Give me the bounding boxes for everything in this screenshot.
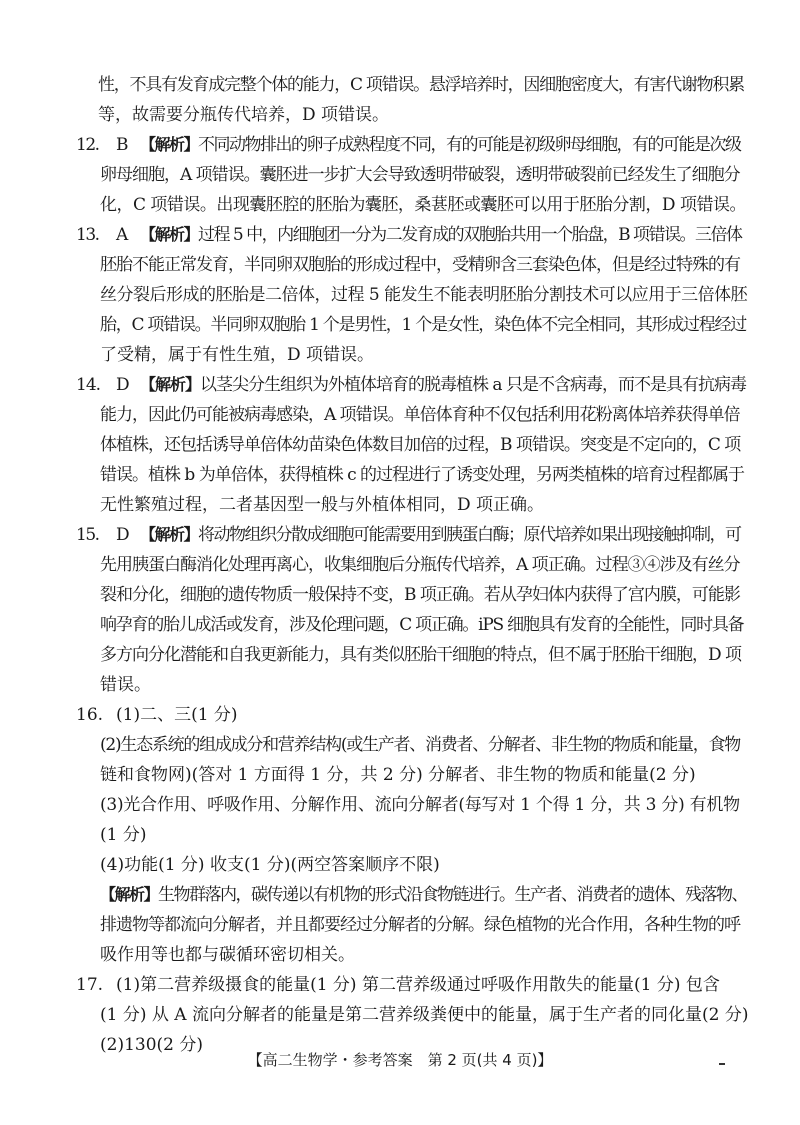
question-14-heading <box>76 370 748 400</box>
analysis-tag: 【解析】 <box>140 525 199 544</box>
text-line: (1)二、三(1 分) <box>116 705 238 725</box>
answer-letter: A <box>116 225 127 245</box>
text-line: 能力，因此仍可能被病毒感染，A 项错误。单倍体育种不仅包括利用花粉离体培养获得单倍 <box>100 405 740 425</box>
question-number: 15. <box>76 525 99 545</box>
question-number: 17. <box>76 975 104 995</box>
question-15-heading <box>76 520 748 550</box>
analysis-tag: 【解析】 <box>140 225 199 244</box>
question-16-heading <box>76 700 748 730</box>
text-line: 化，C 项错误。出现囊胚腔的胚胎为囊胚，桑葚胚或囊胚可以用于胚胎分割，D 项错误。 <box>100 195 746 215</box>
text-line: 胎，C 项错误。半同卵双胞胎 1 个是男性，1 个是女性，染色体不完全相同，其形成过程经过 <box>100 315 747 335</box>
corner-mark <box>719 1063 725 1065</box>
text-line: 将动物组织分散成细胞可能需要用到胰蛋白酶；原代培养如果出现接触抑制，可 <box>198 525 741 545</box>
text-line: 性，不具有发育成完整个体的能力，C 项错误。悬浮培养时，因细胞密度大，有害代谢物积累 <box>98 75 744 95</box>
question-number: 16. <box>76 705 104 725</box>
text-line: 不同动物排出的卵子成熟程度不同，有的可能是初级卵母细胞，有的可能是次级 <box>198 135 741 155</box>
text-line: (1 分) 从 A 流向分解者的能量是第二营养级粪便中的能量，属于生产者的同化量(2 分) <box>100 1005 748 1025</box>
analysis-tag: 【解析】 <box>140 375 201 394</box>
text-line: 响孕育的胎儿成活或发育，涉及伦理问题，C 项正确。iPS 细胞具有发育的全能性，同时具备 <box>100 615 744 635</box>
question-12-heading <box>76 130 748 160</box>
text-line: 无性繁殖过程，二者基因型一般与外植体相同，D 项正确。 <box>100 495 545 515</box>
text-line: 生物群落内，碳传递以有机物的形式沿食物链进行。生产者、消费者的遗体、残落物、 <box>158 885 748 905</box>
text-line: 丝分裂后形成的胚胎是二倍体，过程 5 能发生不能表明胚胎分割技术可以应用于三倍体胚 <box>100 285 748 305</box>
text-line: (1)第二营养级摄食的能量(1 分) 第二营养级通过呼吸作用散失的能量(1 分) 包含 <box>116 975 720 995</box>
text-line: (4)功能(1 分) 收支(1 分)(两空答案顺序不限) <box>100 855 440 875</box>
text-line: 多方向分化潜能和自我更新能力，具有类似胚胎干细胞的特点，但不属于胚胎干细胞，D 项 <box>100 645 742 665</box>
text-line: 胚胎不能正常发育，半同卵双胞胎的形成过程中，受精卵含三套染色体，但是经过特殊的有 <box>100 255 740 275</box>
text-line: 先用胰蛋白酶消化处理再离心，收集细胞后分瓶传代培养，A 项正确。过程③④涉及有丝分 <box>100 555 740 575</box>
text-line: 吸作用等也都与碳循环密切相关。 <box>100 945 355 965</box>
text-line: (2)130(2 分) <box>100 1035 204 1055</box>
answer-letter: D <box>116 525 129 545</box>
text-line: 了受精，属于有性生殖，D 项错误。 <box>100 345 375 365</box>
question-number: 12. <box>76 135 99 155</box>
answer-letter: B <box>116 135 127 155</box>
text-line: 过程 5 中，内细胞团一分为二发育成的双胞胎共用一个胎盘，B 项错误。三倍体 <box>198 225 742 245</box>
text-line: 链和食物网)(答对 1 方面得 1 分，共 2 分) 分解者、非生物的物质和能量(2 分) <box>100 765 696 785</box>
question-number: 14. <box>76 375 101 395</box>
text-line: 等，故需要分瓶传代培养，D 项错误。 <box>98 105 390 125</box>
text-line: 以茎尖分生组织为外植体培育的脱毒植株 a 只是不含病毒，而不是具有抗病毒 <box>200 375 746 395</box>
answer-letter: D <box>116 375 129 395</box>
question-17-heading <box>76 970 748 1000</box>
text-line: (1 分) <box>100 825 147 845</box>
text-line: (3)光合作用、呼吸作用、分解作用、流向分解者(每写对 1 个得 1 分，共 3 分) 有机物 <box>100 795 740 815</box>
question-13-heading <box>76 220 748 250</box>
page-footer: 【高二生物学・参考答案 第 2 页(共 4 页)】 <box>247 1051 553 1069</box>
text-line: (2)生态系统的组成成分和营养结构(或生产者、消费者、分解者、非生物的物质和能量，食物 <box>100 735 740 755</box>
text-line: 体植株，还包括诱导单倍体幼苗染色体数目加倍的过程，B 项错误。突变是不定向的，C 项 <box>100 435 741 455</box>
text-line: 卵母细胞，A 项错误。囊胚进一步扩大会导致透明带破裂，透明带破裂前已经发生了细胞分 <box>100 165 740 185</box>
text-line: 错误。 <box>100 675 151 695</box>
analysis-tag: 【解析】 <box>100 885 159 904</box>
answer-content <box>76 70 748 1060</box>
question-number: 13. <box>76 225 99 245</box>
text-line: 排遗物等都流向分解者，并且都要经过分解者的分解。绿色植物的光合作用，各种生物的呼 <box>100 915 740 935</box>
text-line: 裂和分化，细胞的遗传物质一般保持不变，B 项正确。若从孕妇体内获得了宫内膜，可能影 <box>100 585 740 605</box>
analysis-tag: 【解析】 <box>140 135 199 154</box>
analysis-line <box>76 880 748 910</box>
text-line: 错误。植株 b 为单倍体，获得植株 c 的过程进行了诱变处理，另两类植株的培育过程都属于 <box>100 465 745 485</box>
